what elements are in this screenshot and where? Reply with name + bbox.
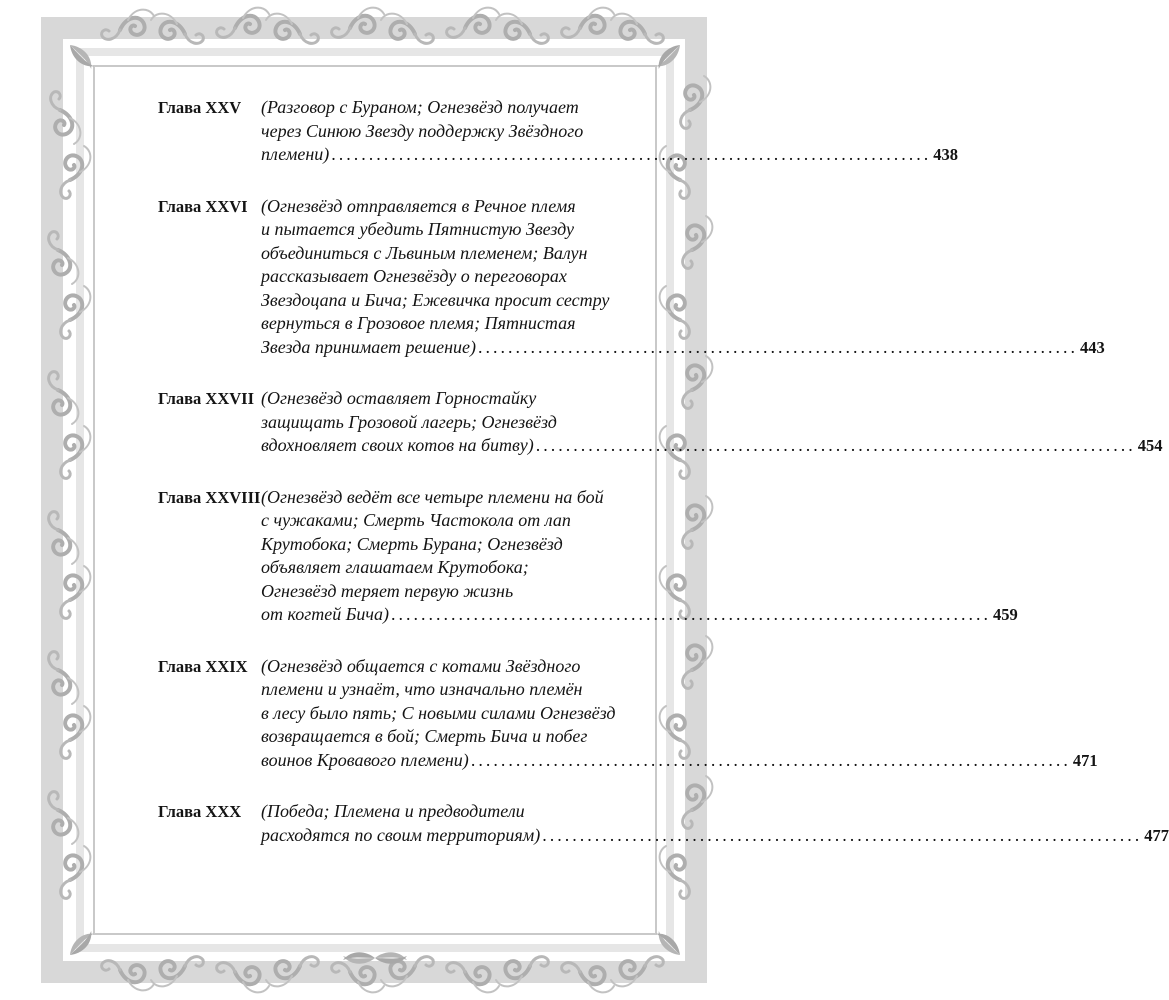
chapter-summary <box>261 655 1098 773</box>
summary-line: (Разговор с Бураном; Огнезвёзд получает <box>261 97 579 117</box>
summary-line: (Огнезвёзд отправляется в Речное племя <box>261 195 576 216</box>
page-number: 443 <box>1080 337 1105 357</box>
chapter-summary <box>261 387 1163 458</box>
summary-last-line <box>261 603 1018 627</box>
toc-entry <box>158 387 1163 458</box>
chapter-summary <box>261 486 1018 627</box>
chapter-summary <box>261 800 1169 847</box>
page-number: 459 <box>992 605 1018 624</box>
page-number: 471 <box>1072 750 1098 770</box>
summary-line: объявляет глашатаем Крутобока; <box>261 557 529 577</box>
chapter-label: Глава XXIX <box>158 656 248 676</box>
summary-last-line <box>261 749 1098 773</box>
summary-line: воинов Кровавого племени) <box>261 749 469 770</box>
summary-line: вдохновляет своих котов на битву) <box>261 435 534 455</box>
chapter-label: Глава XXVI <box>158 196 248 216</box>
leader-dots: ................................................................................ <box>390 604 991 624</box>
page-number: 454 <box>1137 436 1163 455</box>
toc-entry <box>158 486 1018 627</box>
chapter-summary <box>261 96 958 167</box>
toc-entry <box>158 800 1169 847</box>
summary-line: защищать Грозовой лагерь; Огнезвёзд <box>261 411 557 432</box>
summary-line: в лесу было пять; С новыми силами Огнезвёзд <box>261 702 616 723</box>
summary-last-line <box>261 336 1105 360</box>
chapter-label: Глава XXVII <box>158 389 255 408</box>
toc-entry <box>158 655 1098 773</box>
page-number: 438 <box>933 145 958 164</box>
page-number: 477 <box>1144 825 1169 845</box>
summary-line: племени и узнаёт, что изначально племён <box>261 679 583 699</box>
summary-line: (Огнезвёзд оставляет Горностайку <box>261 388 537 408</box>
chapter-summary <box>261 195 1105 360</box>
summary-line: объединиться с Львиным племенем; Валун <box>261 242 588 263</box>
summary-line: вернуться в Грозовое племя; Пятнистая <box>261 313 576 333</box>
summary-line: расходятся по своим территориям) <box>261 824 541 845</box>
summary-line: (Огнезвёзд общается с котами Звёздного <box>261 655 581 676</box>
summary-line: племени) <box>261 144 330 164</box>
leader-dots: ................................................................................ <box>535 435 1136 455</box>
summary-line: и пытается убедить Пятнистую Звезду <box>261 219 575 239</box>
summary-last-line <box>261 824 1169 848</box>
summary-line: (Победа; Племена и предводители <box>261 801 525 821</box>
leader-dots: ................................................................................ <box>542 824 1143 845</box>
chapter-label: Глава XXVIII <box>158 487 261 507</box>
toc-entry <box>158 195 1105 360</box>
summary-line: Огнезвёзд теряет первую жизнь <box>261 580 514 601</box>
chapter-label: Глава XXX <box>158 802 242 821</box>
summary-last-line <box>261 434 1163 458</box>
summary-line: рассказывает Огнезвёзду о переговорах <box>261 266 567 286</box>
leader-dots: ................................................................................ <box>331 144 932 164</box>
leader-dots: ................................................................................ <box>478 336 1079 357</box>
table-of-contents <box>158 96 1169 875</box>
summary-line: Звездоцапа и Бича; Ежевичка просит сестру <box>261 289 610 310</box>
summary-line: Звезда принимает решение) <box>261 336 477 357</box>
summary-line: возвращается в бой; Смерть Бича и побег <box>261 726 588 746</box>
toc-entry <box>158 96 958 167</box>
summary-line: от когтей Бича) <box>261 604 389 624</box>
summary-line: через Синюю Звезду поддержку Звёздного <box>261 120 584 141</box>
chapter-label: Глава XXV <box>158 98 242 117</box>
summary-line: Крутобока; Смерть Бурана; Огнезвёзд <box>261 533 563 554</box>
summary-last-line <box>261 143 958 167</box>
summary-line: с чужаками; Смерть Частокола от лап <box>261 510 571 530</box>
leader-dots: ................................................................................ <box>470 749 1071 770</box>
summary-line: (Огнезвёзд ведёт все четыре племени на бой <box>261 486 604 507</box>
